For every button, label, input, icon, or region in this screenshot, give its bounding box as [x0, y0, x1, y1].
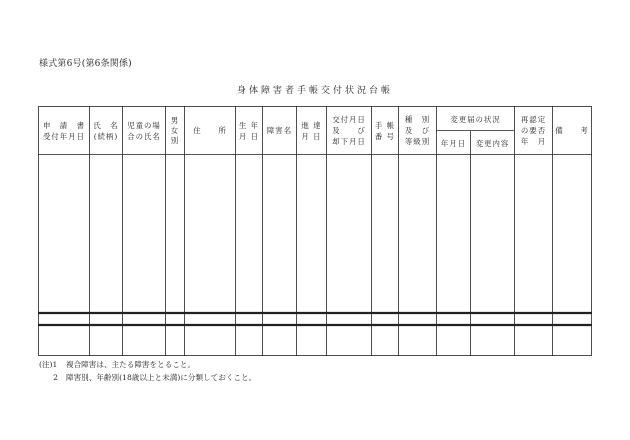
- header-sex: 男 女 別: [170, 115, 180, 145]
- header-name: 氏 名 (続柄): [93, 120, 119, 141]
- header-recertification: 再認定 の要否 年 月: [520, 115, 547, 146]
- header-delivery-date: 進 達 月 日: [301, 120, 322, 141]
- header-remarks: 備 考: [555, 126, 589, 135]
- note-text: 複合障害は、主たる障害をとること。: [66, 360, 196, 369]
- header-disability-name: 障害名: [266, 126, 293, 135]
- header-application-date: 申 請 書 受付年月日: [43, 120, 85, 141]
- header-change-date: 年月日: [440, 138, 467, 148]
- header-change-content: 変更内容: [475, 138, 510, 148]
- form-number: 様式第6号(第6条関係): [39, 59, 132, 69]
- header-birth-date: 生 年 月 日: [238, 120, 260, 141]
- note-text: 障害別、年齢別(18歳以上と未満)に分類しておくこと。: [66, 373, 257, 382]
- notes-section: [39, 358, 256, 384]
- note-mark: (注)1: [39, 360, 58, 369]
- header-handbook-number: 手 帳 番 号: [374, 120, 396, 141]
- header-change-notice: 変更届の状況: [450, 114, 501, 124]
- register-table: [38, 106, 592, 356]
- document-title: 身体障害者手帳交付状況台帳: [236, 86, 393, 96]
- note-mark: 2: [53, 373, 58, 382]
- note-line: [39, 371, 256, 384]
- note-line: [39, 358, 256, 371]
- header-address: 住 所: [193, 126, 227, 135]
- header-issue-date: 交付月日 及 び 却下月日: [332, 115, 366, 146]
- header-type-grade: 種 別 及 び 等級別: [404, 115, 431, 146]
- header-child-name: 児童の場 合の氏名: [127, 120, 161, 141]
